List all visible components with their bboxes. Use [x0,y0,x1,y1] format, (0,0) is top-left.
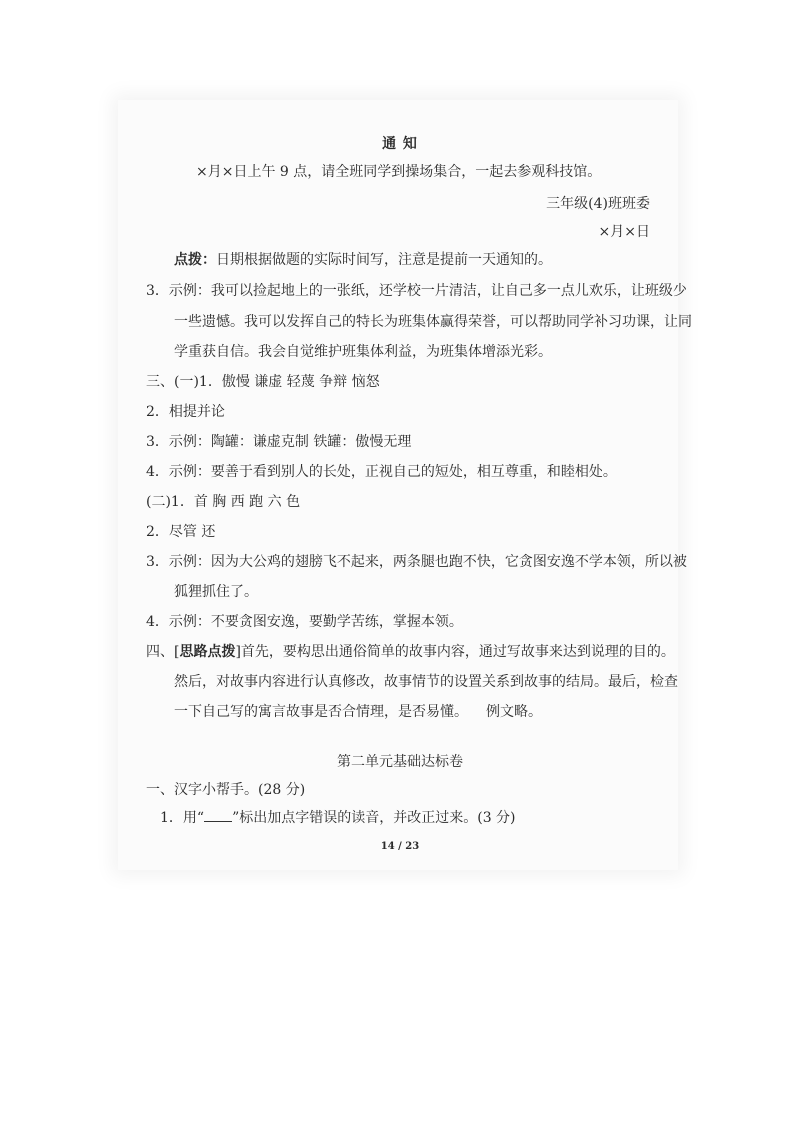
section-4-text: ]首先，要构思出通俗简单的故事内容，通过写故事来达到说理的目的。 [235,644,675,660]
answer-blank [204,809,232,822]
section-3-answer-2: 2．相提并论 [146,404,225,420]
notice-body: ×月×日上午 9 点，请全班同学到操场集合，一起去参观科技馆。 [196,164,602,180]
notice-date: ×月×日 [598,224,650,240]
section-3-part-2-answer-4: 4．示例：不要贪图安逸，要勤学苦练，掌握本领。 [146,614,463,630]
section-4-line-2: 然后，对故事内容进行认真修改，故事情节的设置关系到故事的结局。最后，检查 [174,674,678,690]
unit-title: 第二单元基础达标卷 [337,754,463,770]
tip-paragraph [174,250,552,270]
section-4-prefix: 四、[ [146,644,180,660]
section-4-line-3 [174,702,542,722]
unit-question-1: 一、汉字小帮手。(28 分) [146,782,306,798]
notice-signature: 三年级(4)班班委 [546,196,650,212]
section-4-line-3-text: 一下自己写的寓言故事是否合情理，是否易懂。 [174,704,468,720]
answer-3-line-1: 3．示例：我可以捡起地上的一张纸，还学校一片清洁，让自己多一点儿欢乐，让班级少 [146,283,687,299]
section-3-part-2-answer-2: 2．尽管 还 [146,524,216,540]
page-number: 14 / 23 [380,841,420,852]
section-4-label: 思路点拨 [179,644,236,660]
section-3-part-2-answer-1: (二)1．首 胸 西 跑 六 色 [146,494,301,510]
section-3-answer-1: 三、(一)1．傲慢 谦虚 轻蔑 争辩 恼怒 [146,374,380,390]
notice-title: 通 知 [382,136,418,152]
question-1-1-prefix: 1．用“ [160,810,205,826]
section-4-example-note: 例文略。 [486,704,542,720]
tip-label: 点拨： [174,252,216,268]
section-3-part-2-answer-3-line-1: 3．示例：因为大公鸡的翅膀飞不起来，两条腿也跑不快，它贪图安逸不学本领，所以被 [146,554,687,570]
section-4-line-1 [146,642,675,662]
unit-question-1-1 [160,808,516,828]
section-3-answer-3: 3．示例：陶罐：谦虚克制 铁罐：傲慢无理 [146,434,412,450]
tip-text: 日期根据做题的实际时间写，注意是提前一天通知的。 [216,252,552,268]
answer-3-line-3: 学重获自信。我会自觉维护班集体利益，为班集体增添光彩。 [174,344,552,360]
section-3-answer-4: 4．示例：要善于看到别人的长处，正视自己的短处，相互尊重，和睦相处。 [146,464,617,480]
answer-3-line-2: 一些遗憾。我可以发挥自己的特长为班集体赢得荣誉，可以帮助同学补习功课，让同 [174,314,692,330]
section-3-part-2-answer-3-line-2: 狐狸抓住了。 [174,584,258,600]
question-1-1-text: ”标出加点字错误的读音，并改正过来。(3 分) [232,810,516,826]
